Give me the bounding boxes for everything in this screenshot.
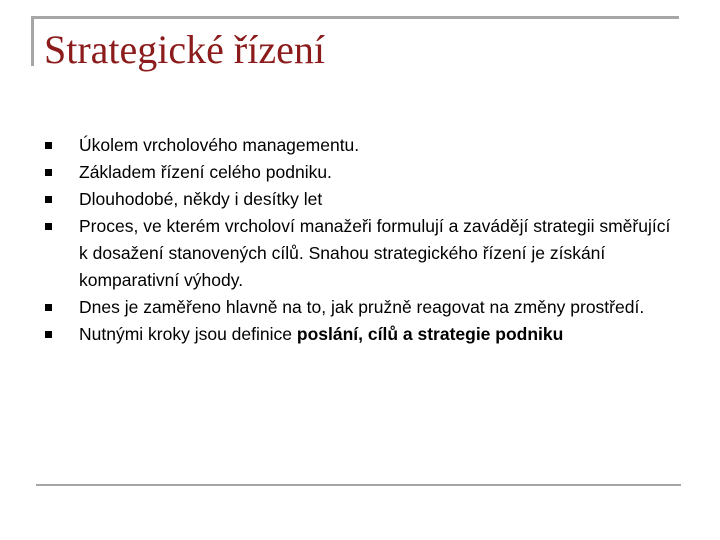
- square-bullet-icon: [45, 223, 52, 230]
- bullet-item: [40, 159, 680, 186]
- bullet-item: [40, 213, 680, 294]
- bullet-item: [40, 132, 680, 159]
- bullet-text: Úkolem vrcholového managementu.: [79, 135, 360, 155]
- square-bullet-icon: [45, 142, 52, 149]
- bullet-item: [40, 321, 680, 348]
- bullet-text: Proces, ve kterém vrcholoví manažeři formulují a zavádějí strategii směřující k dosažení stanovených cílů. Snahou strategického řízení je získání komparativní výhody.: [79, 216, 671, 290]
- square-bullet-icon: [45, 169, 52, 176]
- bullet-list: [40, 132, 680, 348]
- bullet-text: Dlouhodobé, někdy i desítky let: [79, 189, 323, 209]
- square-bullet-icon: [45, 304, 52, 311]
- title-frame-left-border: [31, 16, 34, 66]
- bullet-text: Nutnými kroky jsou definice: [79, 324, 297, 344]
- square-bullet-icon: [45, 196, 52, 203]
- slide-title: Strategické řízení: [44, 27, 325, 72]
- bullet-item: [40, 294, 680, 321]
- bullet-emphasis-text: poslání, cílů a strategie podniku: [296, 324, 564, 344]
- bullet-text: Základem řízení celého podniku.: [79, 162, 332, 182]
- square-bullet-icon: [45, 331, 52, 338]
- bullet-item: [40, 186, 680, 213]
- footer-divider: [36, 484, 681, 486]
- title-frame-top-border: [31, 16, 679, 19]
- bullet-text: Dnes je zaměřeno hlavně na to, jak pružně reagovat na změny prostředí.: [79, 297, 645, 317]
